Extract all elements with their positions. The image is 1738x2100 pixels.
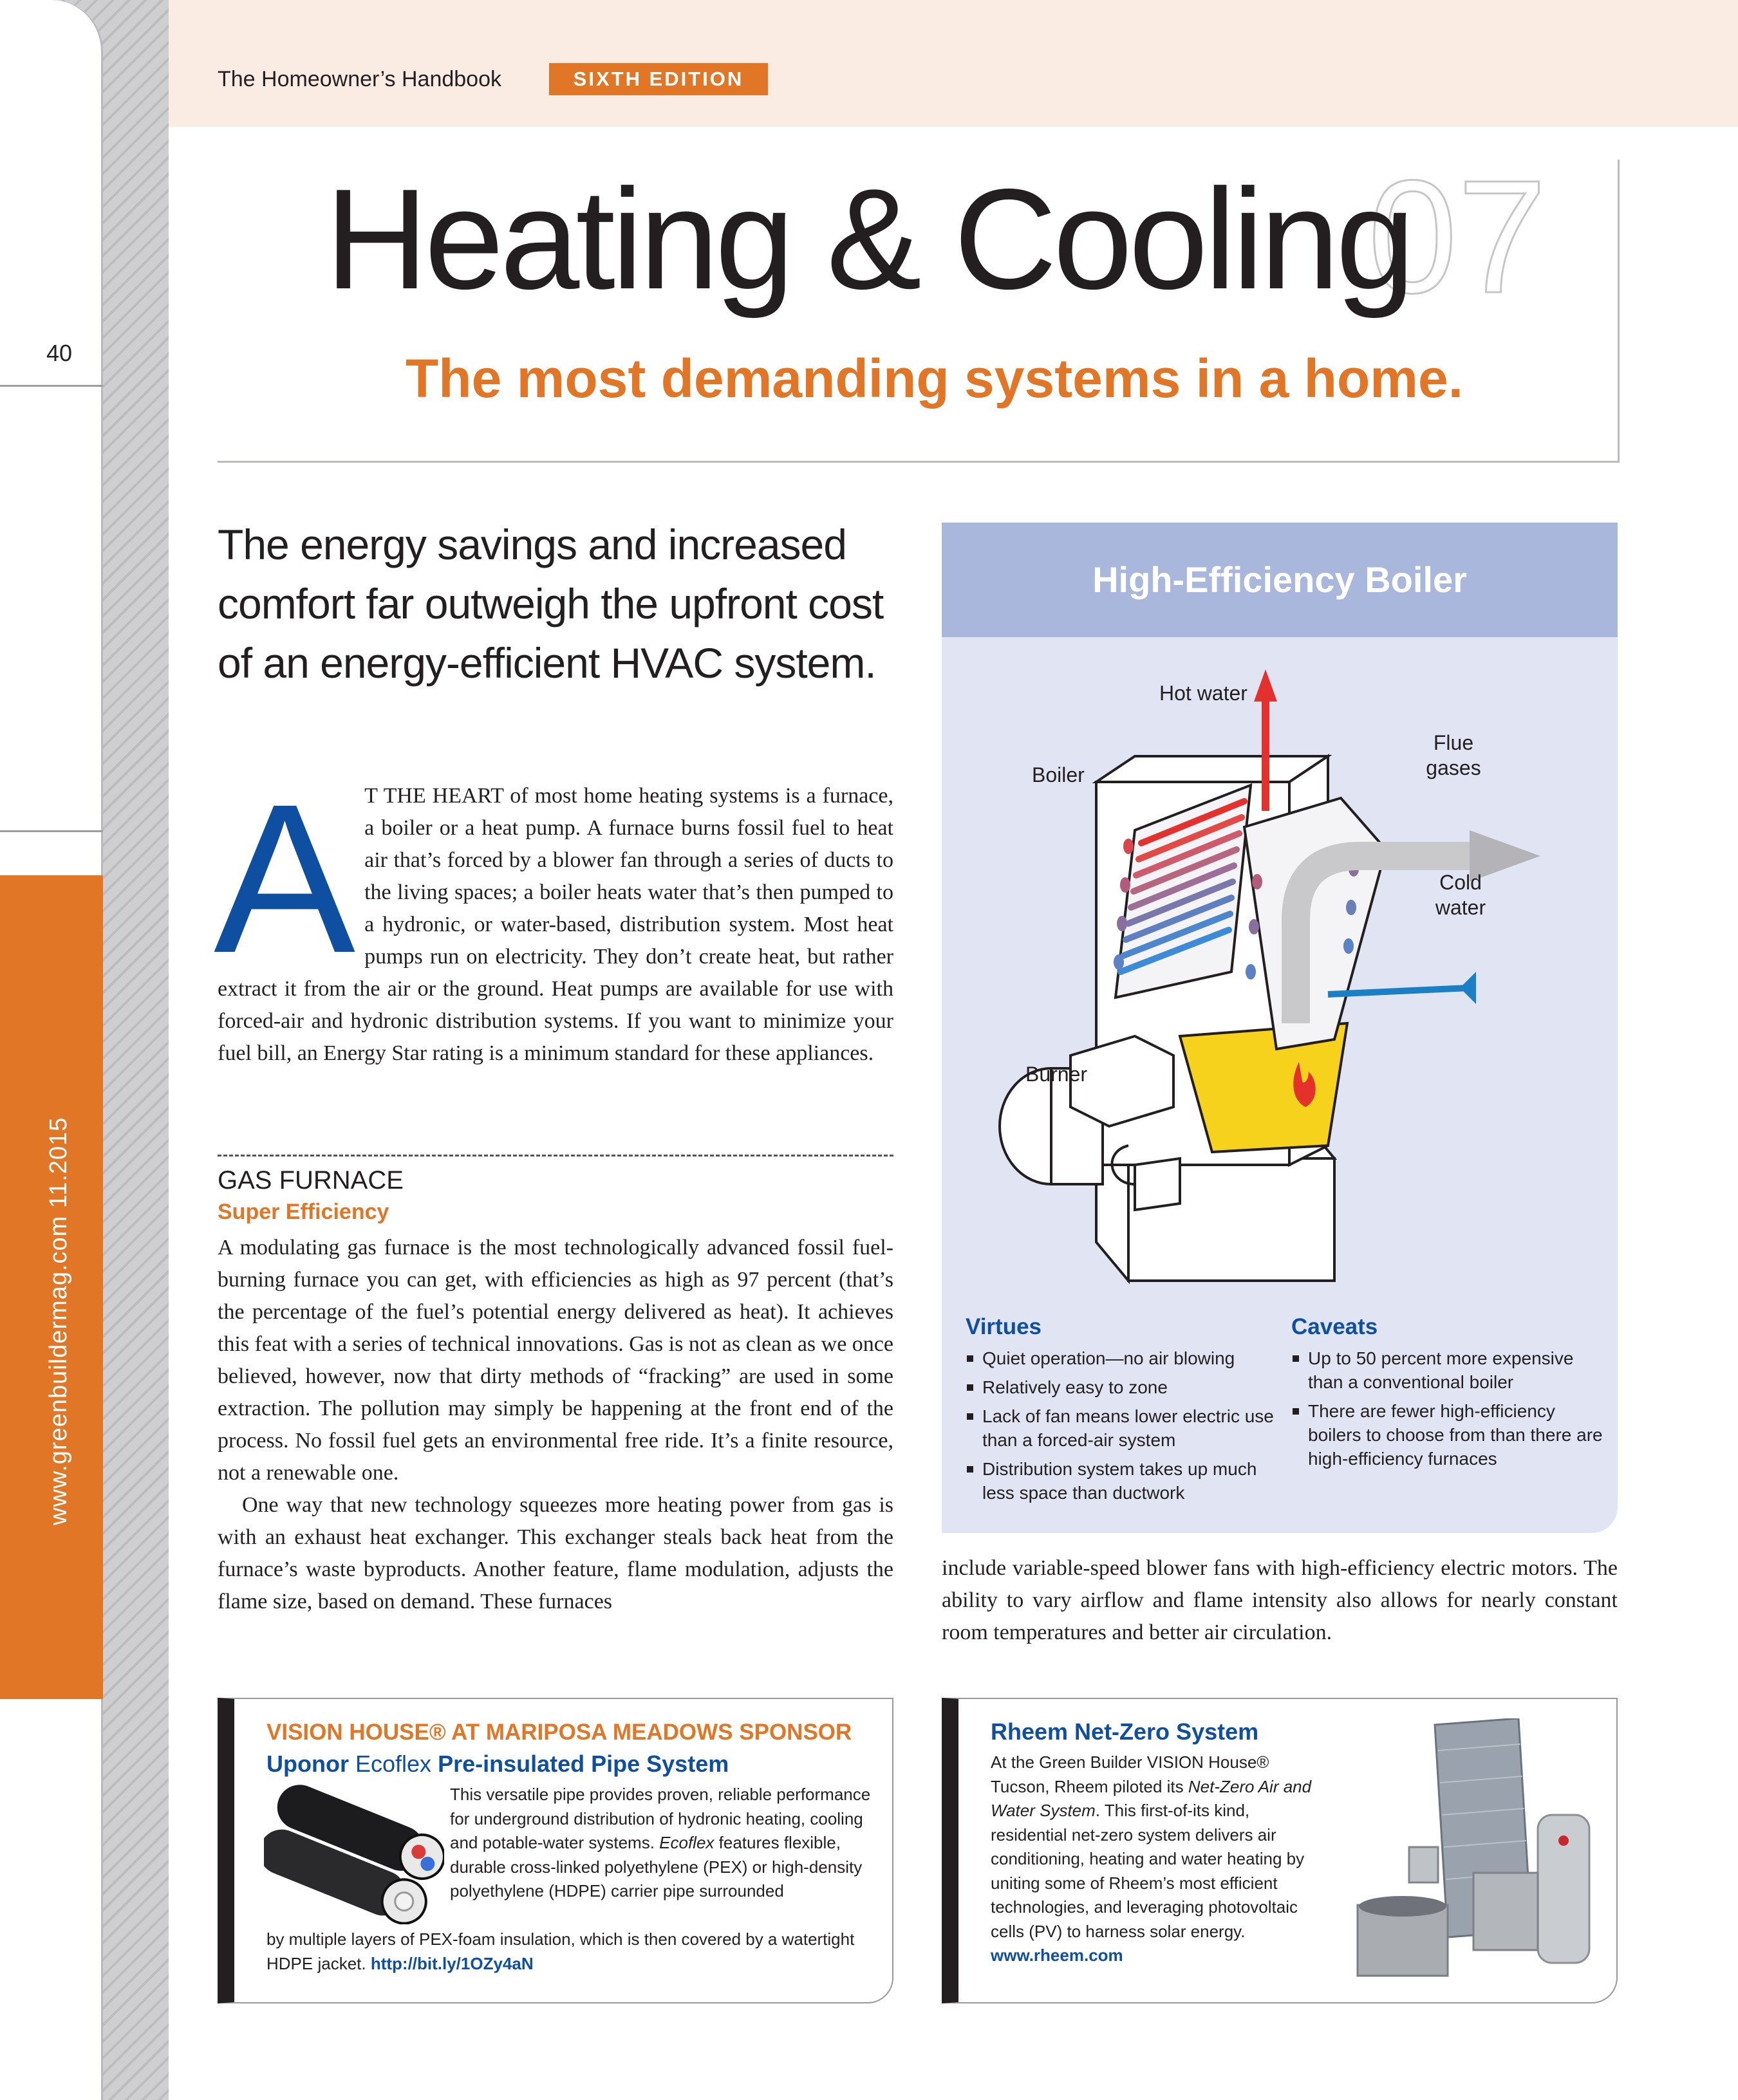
virtue-item: Distribution system takes up much less space than ductwork <box>966 1457 1275 1505</box>
boiler-panel <box>942 523 1618 1533</box>
rheem-heading: Rheem Net-Zero System <box>991 1718 1259 1745</box>
intro-paragraph <box>214 759 894 1070</box>
sponsor-description-top <box>450 1783 881 1904</box>
virtue-item: Lack of fan means lower electric use than a forced-air system <box>966 1404 1275 1452</box>
sponsor-link[interactable]: http://bit.ly/1OZy4aN <box>370 1953 534 1973</box>
description-text: . This first-of-its kind, residential net-zero system delivers air conditioning, heating and water heating by uniting some of Rheem’s most efficient technologies, and leveraging photovoltaic cells (PV) to harness solar energy. <box>991 1801 1305 1941</box>
pipe-product-image <box>264 1783 444 1924</box>
title-frame-right <box>1618 160 1620 462</box>
gas-furnace-body <box>218 1232 893 1618</box>
gas-furnace-paragraph-2-continued: include variable-speed blower fans with high-efficiency electric motors. The ability to vary airflow and flame intensity also allows for nearly constant room temperatures and better air circulation. <box>942 1556 1618 1644</box>
product-title <box>266 1751 729 1778</box>
vertical-url: www.greenbuildermag.com 11.2015 <box>45 1117 72 1525</box>
lede: The energy savings and increased comfort far outweigh the upfront cost of an energy-efficient HVAC system. <box>218 521 884 687</box>
label-hot-water: Hot water <box>1159 682 1247 705</box>
sponsor-box-uponor <box>218 1698 893 2003</box>
rheem-product-image <box>1325 1718 1609 1982</box>
product-name: Ecoflex <box>355 1751 432 1777</box>
description-text: At the Green Builder VISION House® Tucson, Rheem piloted its <box>991 1752 1269 1796</box>
section-heading: GAS FURNACE <box>218 1166 404 1194</box>
rheem-link[interactable]: www.rheem.com <box>991 1946 1123 1965</box>
margin-rule-mid <box>0 830 103 832</box>
intro-text: of most home heating systems is a furnace, a boiler or a heat pump. A furnace burns fossil fuel to heat air that’s forced by a blower fan through a series of ducts to the living spaces; a boiler heats water that’s then pumped to a hydronic, or water-based, distribution system. Most heat pumps run on electricity. They don’t create heat, but rather extract it from the air or the ground. Heat pumps are available for use with forced-air and hydronic distribution systems. If you want to minimize your fuel bill, an Energy Star rating is a minimum standard for these appliances. <box>218 784 894 1065</box>
virtues-list <box>966 1346 1275 1510</box>
page-title: Heating & Cooling <box>325 160 1412 319</box>
description-text: This versatile pipe provides proven, reliable performance for underground distribution of hydronic heating, cooling and potable-water systems. <box>450 1785 871 1852</box>
label-cold-line2: water <box>1435 896 1486 919</box>
gas-furnace-paragraph-2: One way that new technology squeezes more heating power from gas is with an exhaust heat exchanger. This exchanger steals back heat from the furnace’s waste byproducts. Another feature, flame modulation, adjusts the flame size, based on demand. These furnaces <box>218 1493 893 1613</box>
caveat-item: Up to 50 percent more expensive than a conventional boiler <box>1291 1346 1607 1394</box>
page-subtitle: The most demanding systems in a home. <box>406 348 1464 409</box>
sponsor-description-bottom <box>266 1928 884 1976</box>
description-text: features flexible, durable cross-linked polyethylene (PEX) or high-density polyethylene (HDPE) carrier pipe surrounded <box>450 1833 863 1900</box>
sponsor-box-rheem <box>942 1698 1618 2003</box>
publication-title: The Homeowner’s Handbook <box>218 67 501 91</box>
header-band <box>169 0 1738 127</box>
page-number: 40 <box>46 340 73 366</box>
gas-furnace-paragraph-1: A modulating gas furnace is the most technologically advanced fossil fuel-burning furnace you can get, with efficiencies as high as 97 percent (that’s the percentage of the fuel’s potential energy delivered as heat). It achieves this feat with a series of technical innovations. Gas is not as clean as we once believed, however, now that dirty methods of “fracking” are used in some extraction. The pollution may simply be happening at the front end of the process. No fossil fuel gets an environmental free ride. It’s a finite resource, not a renewable one. <box>218 1236 893 1485</box>
label-flue-line2: gases <box>1426 756 1481 779</box>
caveats-heading: Caveats <box>1291 1314 1378 1339</box>
brand-name: Uponor <box>266 1751 349 1777</box>
caveat-item: There are fewer high-efficiency boilers to choose from than there are high-efficiency furnaces <box>1291 1399 1607 1471</box>
caveats-list <box>1291 1346 1607 1476</box>
chapter-number: 07 <box>1368 147 1547 326</box>
description-emphasis: Net-Zero Air and Water System <box>991 1776 1312 1820</box>
drop-cap: A <box>214 759 356 997</box>
label-cold-line1: Cold <box>1439 871 1482 894</box>
panel-title: High-Efficiency Boiler <box>1092 559 1467 600</box>
sponsor-heading: VISION HOUSE® AT MARIPOSA MEADOWS SPONSOR <box>266 1720 852 1745</box>
description-emphasis: Ecoflex <box>659 1833 715 1852</box>
label-flue-line1: Flue <box>1433 731 1474 754</box>
title-frame-bottom <box>218 461 1620 463</box>
virtue-item: Quiet operation—no air blowing <box>966 1346 1275 1370</box>
section-divider <box>218 1155 893 1157</box>
rheem-description <box>991 1751 1316 1968</box>
virtues-heading: Virtues <box>966 1314 1042 1339</box>
description-text: by multiple layers of PEX-foam insulation, which is then covered by a watertight HDPE jacket. <box>266 1929 855 1973</box>
section-subheading: Super Efficiency <box>218 1200 389 1224</box>
edition-badge: SIXTH EDITION <box>549 63 768 95</box>
product-name-rest: Pre-insulated Pipe System <box>438 1751 729 1777</box>
label-burner: Burner <box>1025 1063 1088 1086</box>
margin-rule-top <box>0 385 103 387</box>
boiler-diagram <box>942 637 1618 1306</box>
virtue-item: Relatively easy to zone <box>966 1375 1275 1399</box>
intro-lead-in: T THE HEART <box>364 784 504 808</box>
label-boiler: Boiler <box>1032 763 1085 786</box>
